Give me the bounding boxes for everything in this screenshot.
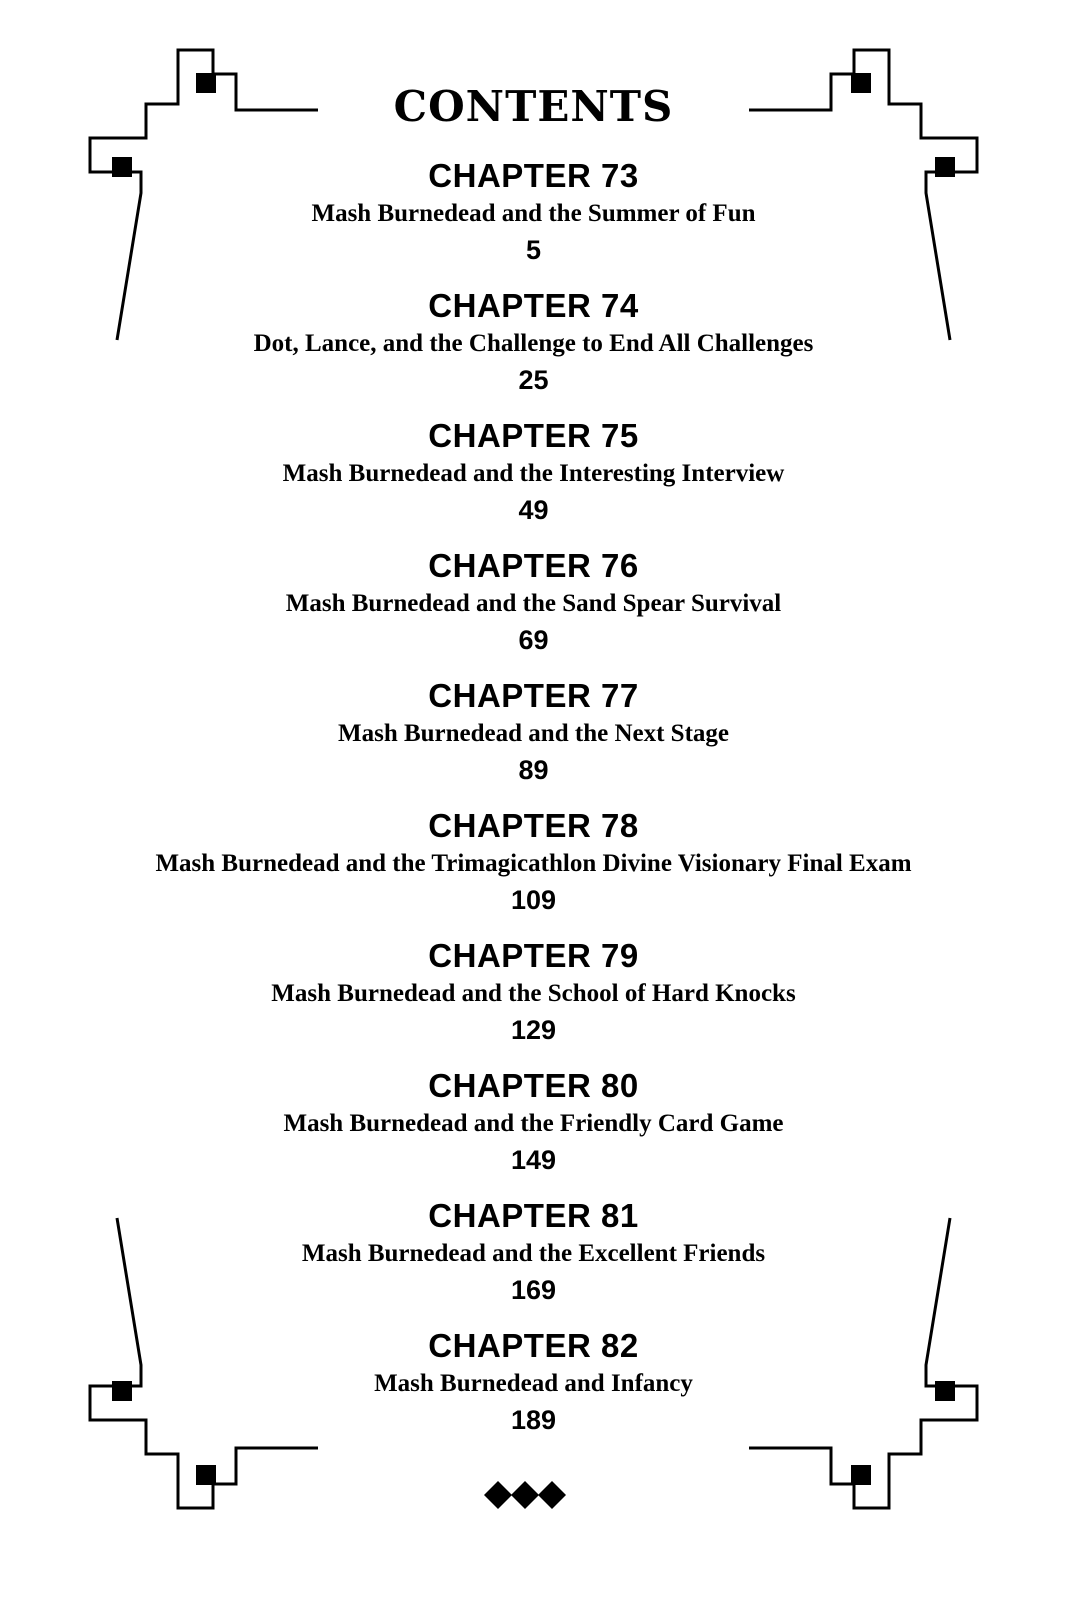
chapter-title: Mash Burnedead and the Excellent Friends: [301, 1240, 766, 1267]
chapter-label: CHAPTER 74: [428, 287, 639, 324]
chapter-page-number: 189: [510, 1405, 557, 1435]
chapter-page-number: 129: [510, 1015, 557, 1045]
chapter-page-number: 5: [525, 235, 542, 265]
chapter-label: CHAPTER 77: [428, 677, 639, 714]
chapter-page-number: 49: [518, 495, 549, 525]
chapter-label: CHAPTER 79: [428, 937, 639, 974]
chapter-title: Mash Burnedead and the Friendly Card Game: [283, 1110, 784, 1137]
chapter-title: Dot, Lance, and the Challenge to End All Challenges: [253, 330, 814, 357]
chapter-page-number: 169: [510, 1275, 557, 1305]
chapter-label: CHAPTER 78: [428, 807, 639, 844]
toc-entry: [0, 546, 1067, 676]
toc-entry: [0, 156, 1067, 286]
chapter-page-number: 149: [510, 1145, 557, 1175]
toc-entry: [0, 806, 1067, 936]
chapter-title: Mash Burnedead and the Summer of Fun: [311, 200, 756, 227]
toc-entry: [0, 936, 1067, 1066]
chapter-title: Mash Burnedead and the Interesting Interview: [282, 460, 785, 487]
chapter-label: CHAPTER 82: [428, 1327, 639, 1364]
three-diamonds-icon: [484, 1481, 566, 1509]
chapter-title: Mash Burnedead and the Next Stage: [338, 720, 729, 747]
chapter-title: Mash Burnedead and the Sand Spear Survival: [285, 590, 782, 617]
chapter-page-number: 25: [518, 365, 549, 395]
chapter-label: CHAPTER 81: [428, 1197, 639, 1234]
toc-entry: [0, 1066, 1067, 1196]
chapter-label: CHAPTER 80: [428, 1067, 639, 1104]
toc-entry: [0, 416, 1067, 546]
chapter-title: Mash Burnedead and the School of Hard Knocks: [271, 980, 796, 1007]
chapter-page-number: 89: [518, 755, 549, 785]
toc-entry: [0, 1196, 1067, 1326]
page-title: CONTENTS: [393, 82, 674, 131]
chapter-label: CHAPTER 75: [428, 417, 639, 454]
chapter-title: Mash Burnedead and the Trimagicathlon Divine Visionary Final Exam: [155, 850, 912, 877]
chapter-page-number: 69: [518, 625, 549, 655]
toc-entry: [0, 1326, 1067, 1456]
chapter-page-number: 109: [510, 885, 557, 915]
chapter-label: CHAPTER 73: [428, 157, 639, 194]
table-of-contents: [0, 156, 1067, 1456]
chapter-title: Mash Burnedead and Infancy: [374, 1370, 693, 1397]
toc-entry: [0, 676, 1067, 806]
toc-entry: [0, 286, 1067, 416]
chapter-label: CHAPTER 76: [428, 547, 639, 584]
